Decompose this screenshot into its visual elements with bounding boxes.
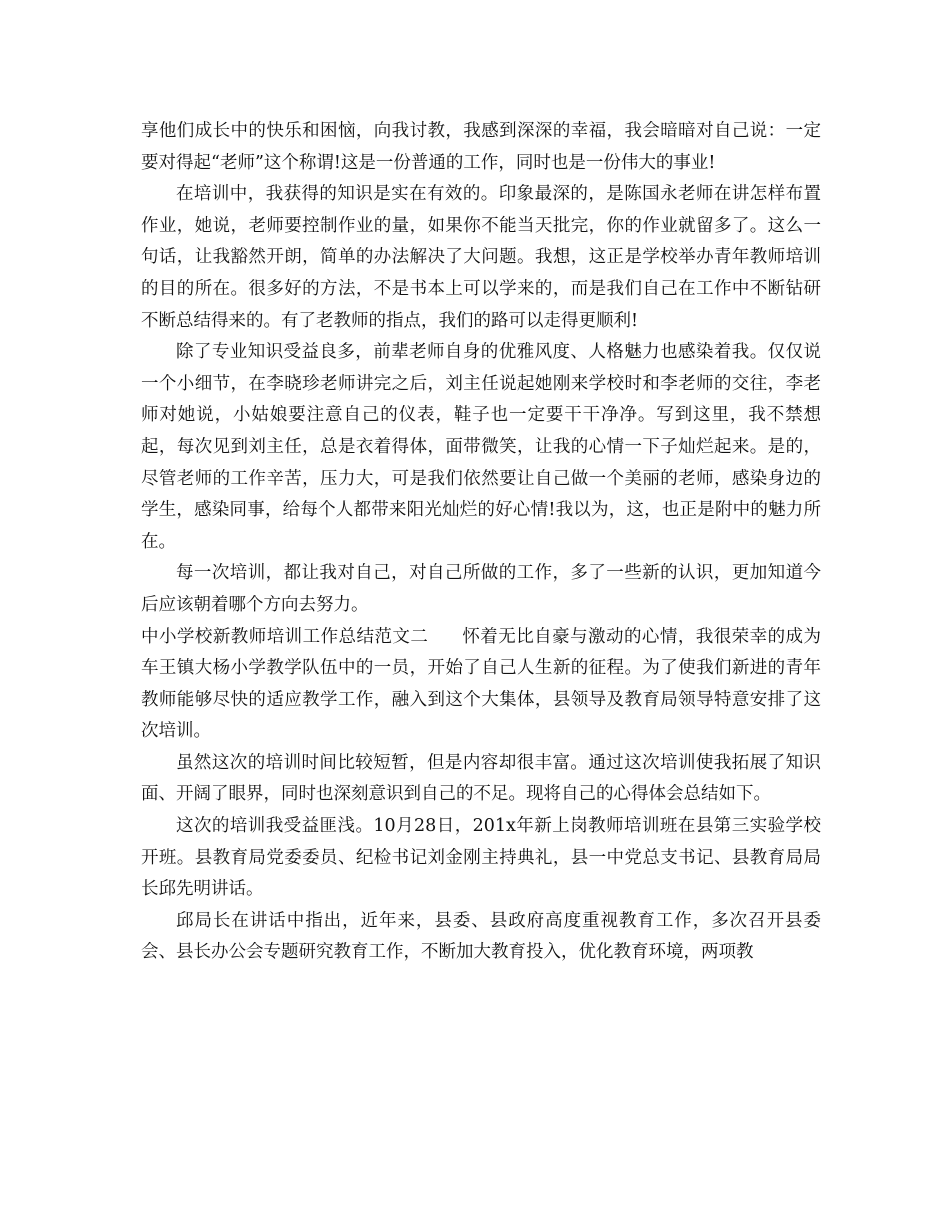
section-heading: 中小学校新教师培训工作总结范文二 bbox=[141, 626, 429, 647]
document-body bbox=[141, 116, 821, 969]
paragraph: 每一次培训，都让我对自己，对自己所做的工作，多了一些新的认识，更加知道今后应该朝着哪个方向去努力。 bbox=[141, 563, 821, 615]
paragraph: 除了专业知识受益良多，前辈老师自身的优雅风度、人格魅力也感染着我。仅仅说一个小细节，在李晓珍老师讲完之后，刘主任说起她刚来学校时和李老师的交往，李老师对她说，小姑娘要注意自己的仪表，鞋子也一定要干干净净。写到这里，我不禁想起，每次见到刘主任，总是衣着得体，面带微笑，让我的心情一下子灿烂起来。是的，尽管老师的工作辛苦，压力大，可是我们依然要让自己做一个美丽的老师，感染身边的学生，感染同事，给每个人都带来阳光灿烂的好心情!我以为，这，也正是附中的魅力所在。 bbox=[141, 342, 821, 552]
paragraph: 在培训中，我获得的知识是实在有效的。印象最深的，是陈国永老师在讲怎样布置作业，她说，老师要控制作业的量，如果你不能当天批完，你的作业就留多了。这么一句话，让我豁然开朗，简单的办法解决了大问题。我想，这正是学校举办青年教师培训的目的所在。很多好的方法，不是书本上可以学来的，而是我们自己在工作中不断钻研不断总结得来的。有了老教师的指点，我们的路可以走得更顺利! bbox=[141, 184, 821, 331]
paragraph: 这次的培训我受益匪浅。10月28日，201x年新上岗教师培训班在县第三实验学校开班。县教育局党委委员、纪检书记刘金刚主持典礼，县一中党总支书记、县教育局局长邱先明讲话。 bbox=[141, 816, 821, 900]
paragraph-continuation: 享他们成长中的快乐和困恼，向我讨教，我感到深深的幸福，我会暗暗对自己说：一定要对得起“老师”这个称谓!这是一份普通的工作，同时也是一份伟大的事业! bbox=[141, 121, 821, 173]
section-two-paragraph bbox=[141, 622, 821, 748]
section-two-text: 怀着无比自豪与激动的心情，我很荣幸的成为车王镇大杨小学教学队伍中的一员，开始了自己人生新的征程。为了使我们新进的青年教师能够尽快的适应教学工作，融入到这个大集体，县领导及教育局领导特意安排了这次培训。 bbox=[141, 626, 822, 742]
paragraph: 邱局长在讲话中指出，近年来，县委、县政府高度重视教育工作，多次召开县委会、县长办公会专题研究教育工作，不断加大教育投入，优化教育环境，两项教 bbox=[141, 910, 821, 963]
paragraph: 虽然这次的培训时间比较短暂，但是内容却很丰富。通过这次培训使我拓展了知识面、开阔了眼界，同时也深刻意识到自己的不足。现将自己的心得体会总结如下。 bbox=[141, 752, 821, 805]
